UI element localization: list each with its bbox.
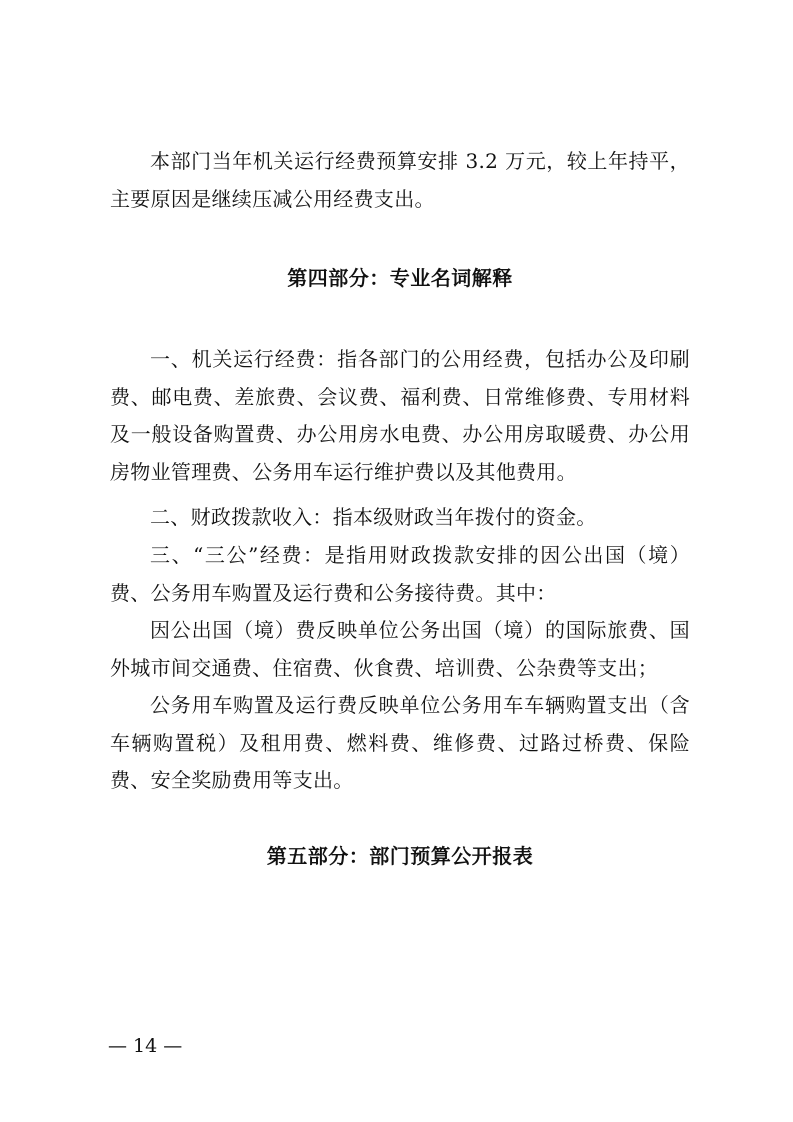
paragraph-term-overseas-travel: 因公出国（境）费反映单位公务出国（境）的国际旅费、国外城市间交通费、住宿费、伙食费、培训费、公杂费等支出； xyxy=(110,618,690,680)
page-number: — 14 — xyxy=(108,1035,183,1057)
paragraph-term-three-public-expenses: 三、“三公”经费：是指用财政拨款安排的因公出国（境）费、公务用车购置及运行费和公务接待费。其中： xyxy=(110,543,690,605)
paragraph-term-operating-expenses: 一、机关运行经费：指各部门的公用经费，包括办公及印刷费、邮电费、差旅费、会议费、福利费、日常维修费、专用材料及一般设备购置费、办公用房水电费、办公用房取暖费、办公用房物业管理费、公务用车运行维护费以及其他费用。 xyxy=(110,347,690,484)
paragraph-operating-budget: 本部门当年机关运行经费预算安排 3.2 万元，较上年持平，主要原因是继续压减公用经费支出。 xyxy=(110,149,690,211)
section-heading-terms: 第四部分：专业名词解释 xyxy=(287,266,513,290)
section-heading-reports: 第五部分：部门预算公开报表 xyxy=(266,844,534,868)
paragraph-term-fiscal-appropriation: 二、财政拨款收入：指本级财政当年拨付的资金。 xyxy=(150,505,597,529)
paragraph-term-official-vehicles: 公务用车购置及运行费反映单位公务用车车辆购置支出（含车辆购置税）及租用费、燃料费、维修费、过路过桥费、保险费、安全奖励费用等支出。 xyxy=(110,693,690,792)
